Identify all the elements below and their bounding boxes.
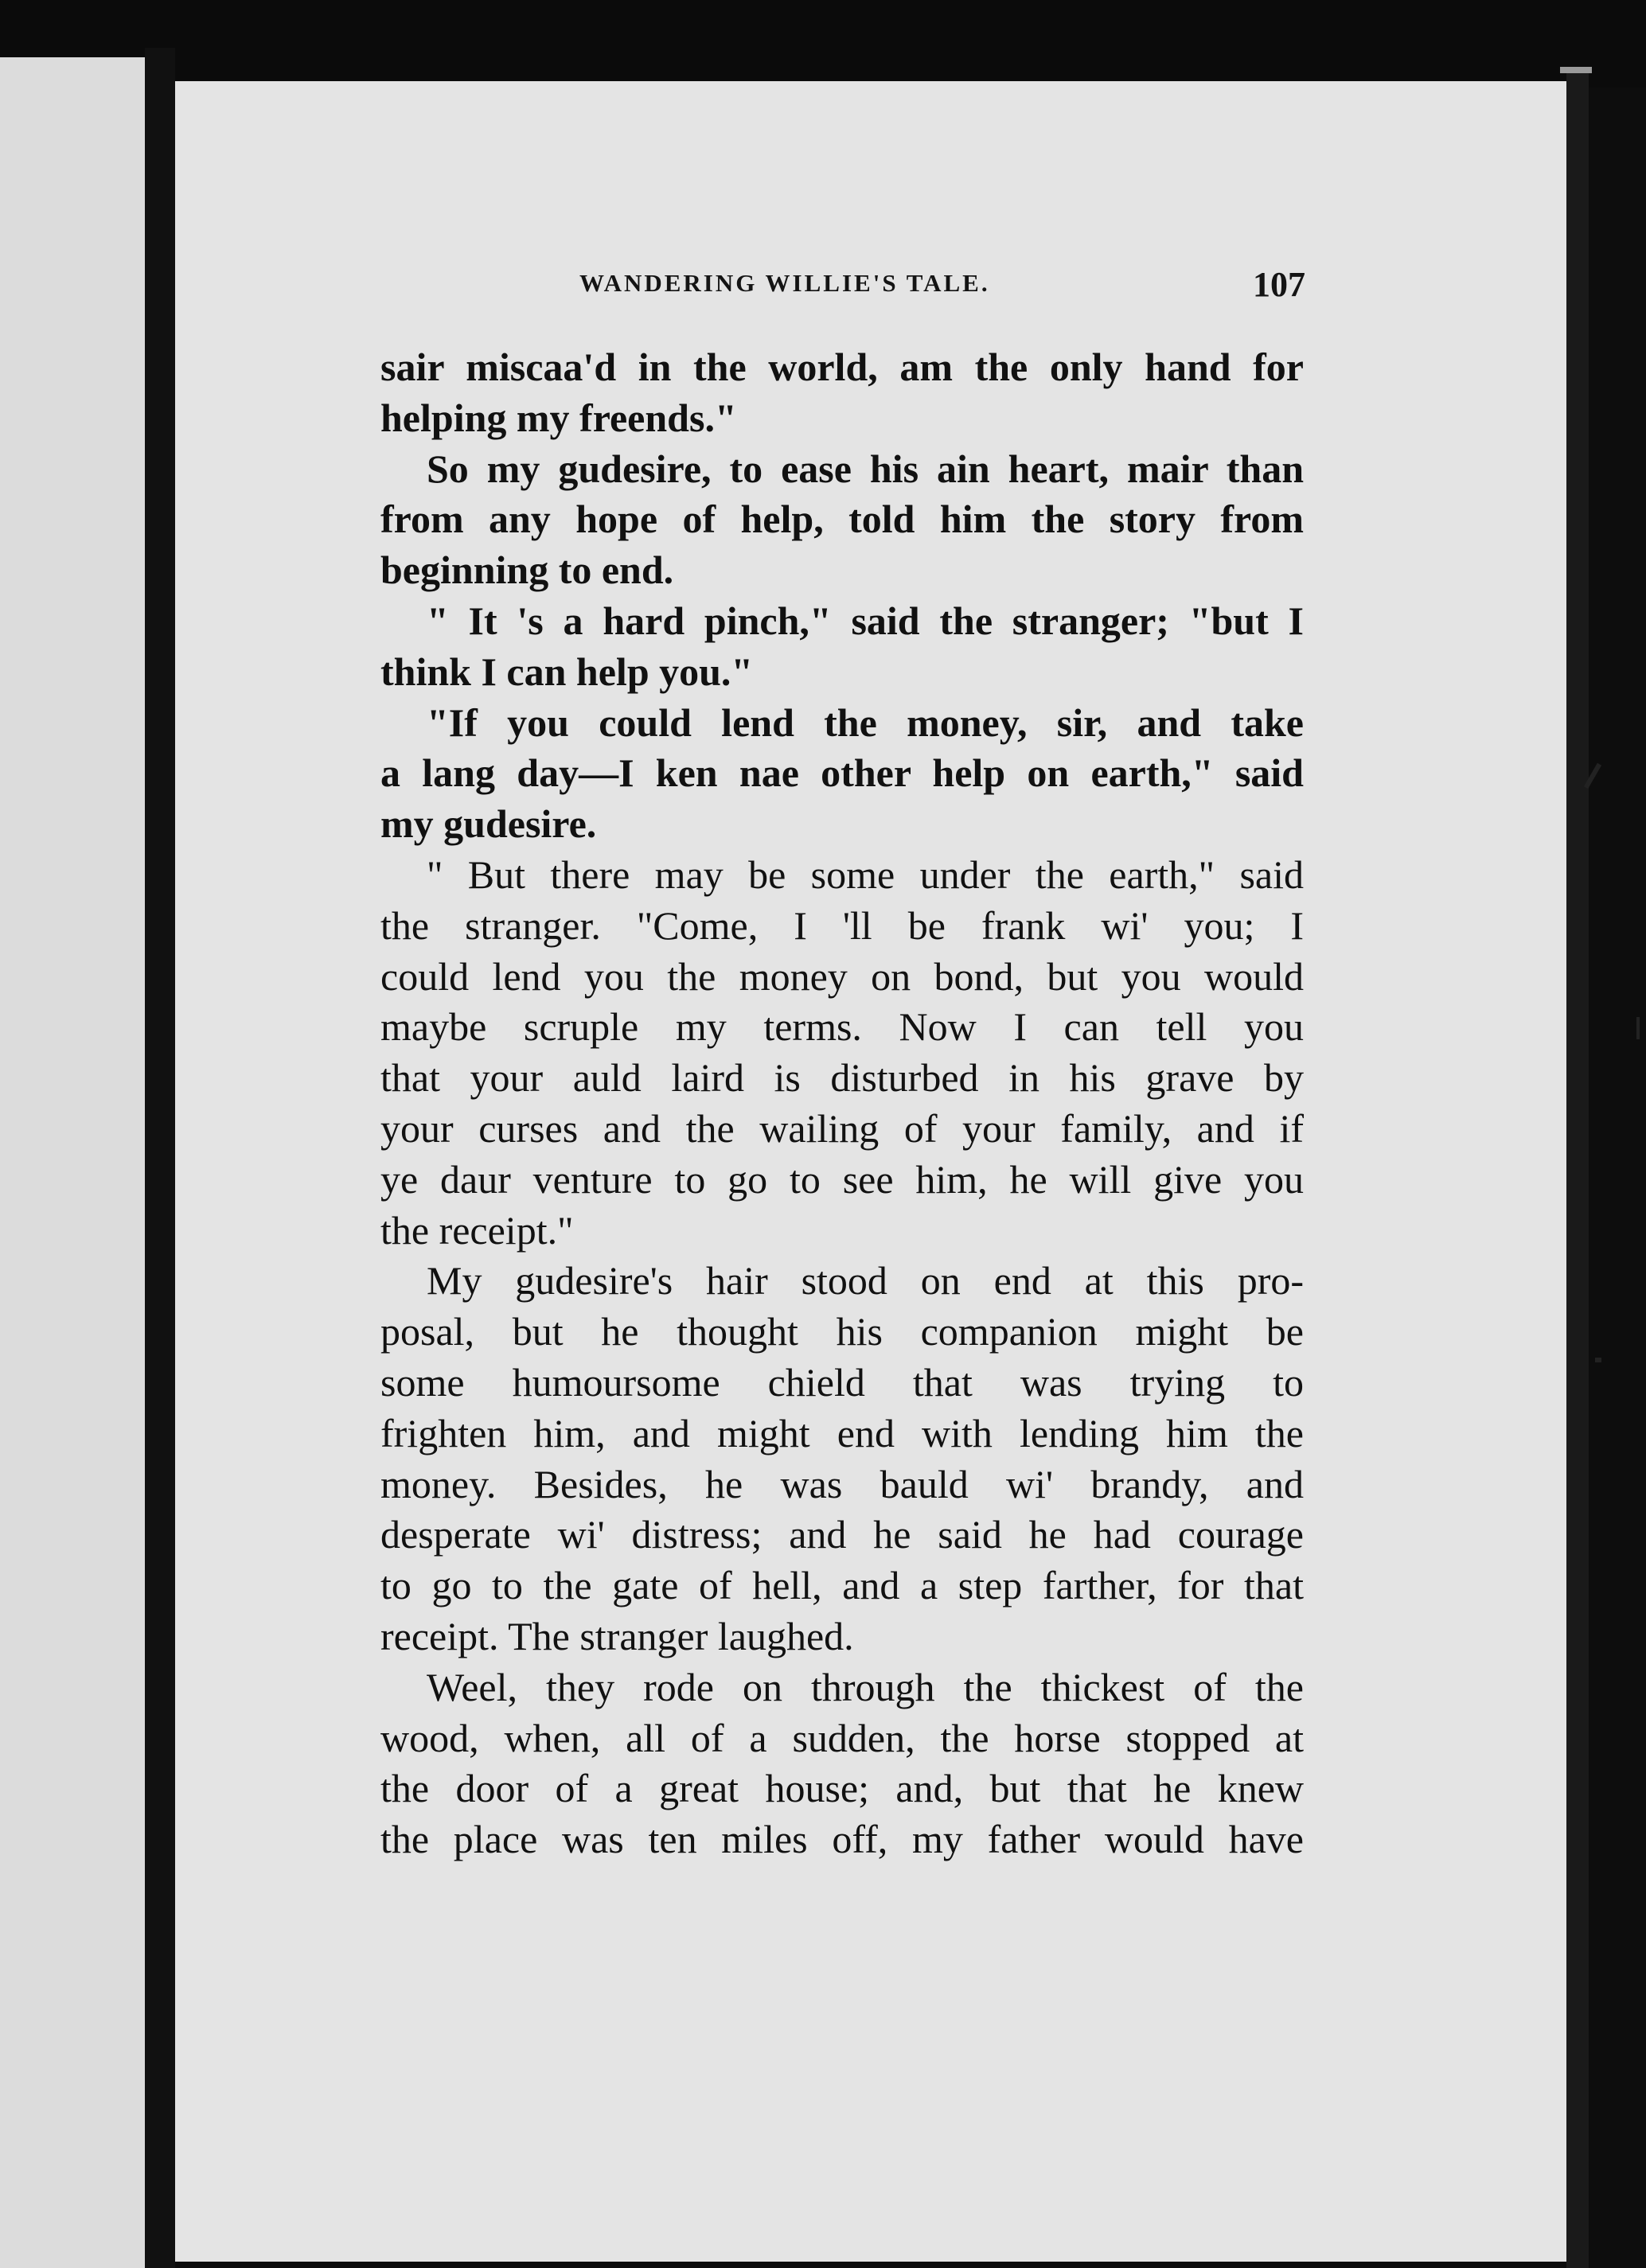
text-line: from any hope of help, told him the story from [380,497,1304,542]
left-page-edge [0,57,145,2268]
text-line: My gudesire's hair stood on end at this pro- [427,1258,1304,1304]
text-line: the stranger. "Come, I 'll be frank wi' you; I [380,902,1304,948]
text-line: could lend you the money on bond, but you would [380,953,1304,999]
text-line: some humoursome chield that was trying to [380,1359,1304,1405]
text-line: sair miscaa'd in the world, am the only hand for [380,345,1304,389]
text-line: wood, when, all of a sudden, the horse stopped at [380,1715,1304,1760]
text-line: ye daur venture to go to see him, he will give you [380,1156,1304,1202]
text-line: posal, but he thought his companion might be [380,1309,1304,1354]
scan-speck [1560,67,1592,73]
scan-speck [1636,1017,1640,1039]
text-line: beginning to end. [380,548,674,593]
body-text [380,342,1304,1865]
text-line: my gudesire. [380,801,597,847]
text-line: " It 's a hard pinch," said the stranger; "but I [427,598,1304,643]
text-line: the place was ten miles off, my father would have [380,1817,1304,1862]
text-line: receipt. The stranger laughed. [380,1613,854,1658]
scan-background [1589,88,1646,2268]
text-line: the receipt." [380,1207,574,1253]
text-line: " But there may be some under the earth," said [427,851,1304,897]
text-line: money. Besides, he was bauld wi' brandy, and [380,1461,1304,1506]
text-line: maybe scruple my terms. Now I can tell you [380,1004,1304,1050]
text-line: "If you could lend the money, sir, and take [427,699,1304,745]
text-line: think I can help you." [380,649,754,694]
text-line: frighten him, and might end with lending him the [380,1410,1304,1455]
scan-speck [1595,1358,1601,1362]
page-number: 107 [1253,265,1305,304]
text-line: that your auld laird is disturbed in his grave by [380,1055,1304,1101]
text-line: your curses and the wailing of your family, and if [380,1105,1304,1151]
book-gutter [145,48,175,2268]
text-line: to go to the gate of hell, and a step farther, for that [380,1563,1304,1608]
text-line: Weel, they rode on through the thickest of the [427,1664,1304,1709]
text-line: desperate wi' distress; and he said he had courage [380,1512,1304,1557]
text-line: the door of a great house; and, but that he knew [380,1766,1304,1811]
running-title: WANDERING WILLIE'S TALE. [579,269,990,297]
text-line: a lang day—I ken nae other help on earth," said [380,750,1304,796]
text-line: helping my freends." [380,395,737,440]
running-head [382,264,1305,312]
right-page-edge [1566,72,1589,2268]
text-line: So my gudesire, to ease his ain heart, mair than [427,446,1304,491]
